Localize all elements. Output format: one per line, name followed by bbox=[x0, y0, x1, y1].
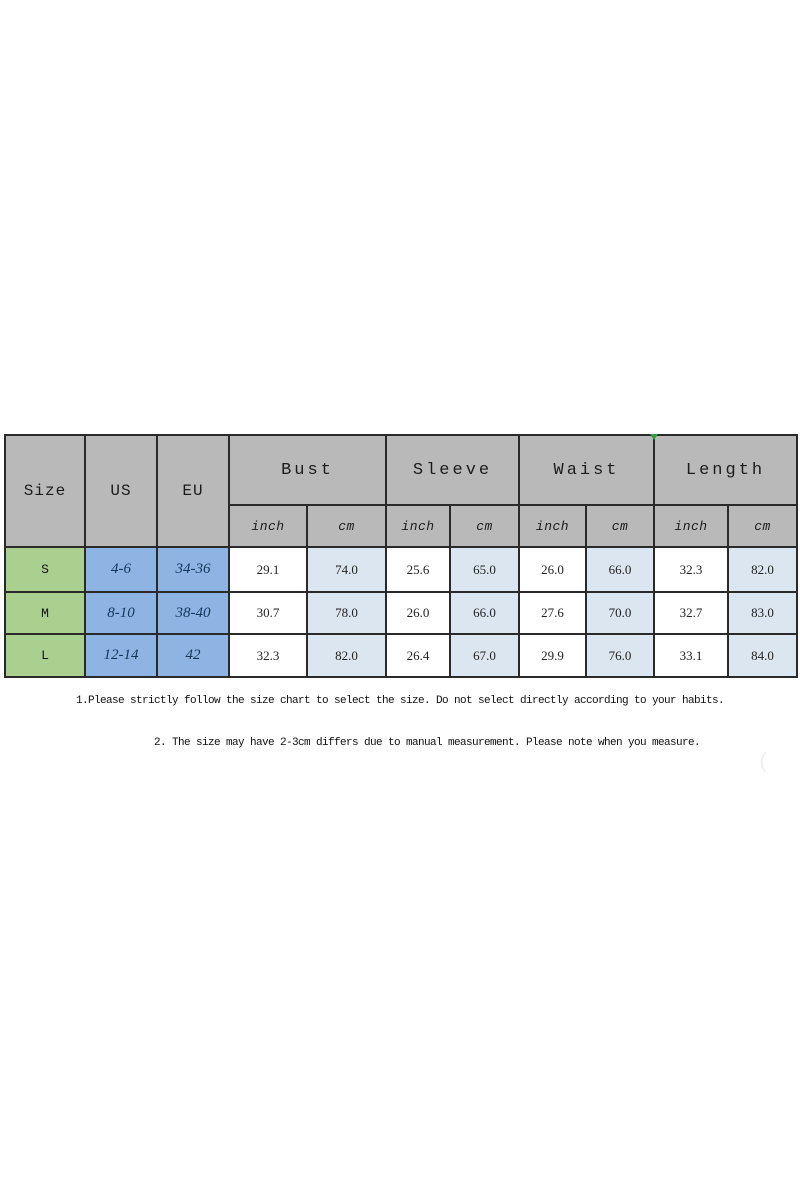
eu-size: 38-40 bbox=[157, 592, 229, 634]
size-note-2: 2. The size may have 2-3cm differs due to manual measurement. Please note when you measure. bbox=[153, 737, 701, 749]
column-header-length: Length bbox=[654, 435, 797, 505]
column-header-waist: Waist bbox=[519, 435, 654, 505]
header-group-row bbox=[5, 435, 797, 505]
sleeve-inch: 26.4 bbox=[386, 634, 450, 677]
waist-cm: 76.0 bbox=[586, 634, 654, 677]
size-label: L bbox=[5, 634, 85, 677]
bust-cm: 82.0 bbox=[307, 634, 386, 677]
length-inch: 33.1 bbox=[654, 634, 728, 677]
sleeve-cm: 67.0 bbox=[450, 634, 519, 677]
sleeve-inch: 25.6 bbox=[386, 547, 450, 592]
length-inch: 32.3 bbox=[654, 547, 728, 592]
sleeve-cm: 66.0 bbox=[450, 592, 519, 634]
length-cm: 83.0 bbox=[728, 592, 797, 634]
bust-cm: 74.0 bbox=[307, 547, 386, 592]
unit-header-bust-cm: cm bbox=[307, 505, 386, 547]
unit-header-bust-inch: inch bbox=[229, 505, 307, 547]
column-header-sleeve: Sleeve bbox=[386, 435, 519, 505]
bust-cm: 78.0 bbox=[307, 592, 386, 634]
us-size: 4-6 bbox=[85, 547, 157, 592]
eu-size: 42 bbox=[157, 634, 229, 677]
waist-inch: 29.9 bbox=[519, 634, 586, 677]
unit-header-sleeve-inch: inch bbox=[386, 505, 450, 547]
waist-inch: 27.6 bbox=[519, 592, 586, 634]
eu-size: 34-36 bbox=[157, 547, 229, 592]
unit-header-waist-cm: cm bbox=[586, 505, 654, 547]
size-label: S bbox=[5, 547, 85, 592]
column-header-bust: Bust bbox=[229, 435, 386, 505]
column-header-eu: EU bbox=[157, 435, 229, 547]
column-header-size: Size bbox=[5, 435, 85, 547]
bust-inch: 32.3 bbox=[229, 634, 307, 677]
cell-corner-marker-icon bbox=[650, 434, 658, 440]
table-row-size-m bbox=[5, 592, 797, 634]
size-chart-table bbox=[4, 434, 798, 678]
unit-header-waist-inch: inch bbox=[519, 505, 586, 547]
unit-header-length-inch: inch bbox=[654, 505, 728, 547]
us-size: 8-10 bbox=[85, 592, 157, 634]
bust-inch: 29.1 bbox=[229, 547, 307, 592]
length-inch: 32.7 bbox=[654, 592, 728, 634]
size-note-1: 1.Please strictly follow the size chart to select the size. Do not select directly according to your habits. bbox=[75, 695, 725, 707]
faint-artifact-mark: ( bbox=[757, 750, 771, 775]
waist-cm: 70.0 bbox=[586, 592, 654, 634]
waist-cm: 66.0 bbox=[586, 547, 654, 592]
unit-header-sleeve-cm: cm bbox=[450, 505, 519, 547]
column-header-us: US bbox=[85, 435, 157, 547]
sleeve-inch: 26.0 bbox=[386, 592, 450, 634]
bust-inch: 30.7 bbox=[229, 592, 307, 634]
size-label: M bbox=[5, 592, 85, 634]
length-cm: 84.0 bbox=[728, 634, 797, 677]
unit-header-length-cm: cm bbox=[728, 505, 797, 547]
table-row-size-s bbox=[5, 547, 797, 592]
waist-inch: 26.0 bbox=[519, 547, 586, 592]
us-size: 12-14 bbox=[85, 634, 157, 677]
length-cm: 82.0 bbox=[728, 547, 797, 592]
table-row-size-l bbox=[5, 634, 797, 677]
sleeve-cm: 65.0 bbox=[450, 547, 519, 592]
